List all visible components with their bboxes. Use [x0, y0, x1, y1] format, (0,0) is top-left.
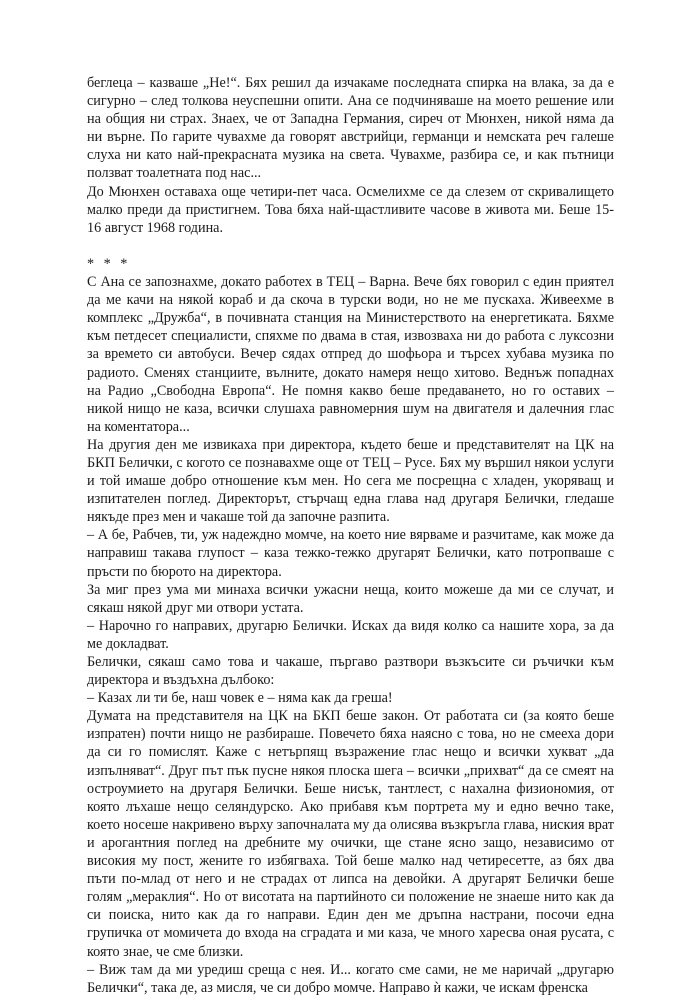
- paragraph-10: Думата на представителя на ЦК на БКП беше закон. От работата си (за която беше изпратен) почти нищо не разбираше. Повечето бяха наясно с това, но не смееха дори да си го помислят. Каже с нетърпящ възражение глас нещо и всички хукват „да изпълняват“. Друг път пък пусне някоя плоска шега – всички „прихват“ да се смеят на остроумието на другаря Белички. Беше нисък, тантлест, с нахална физиономия, от която лъхаше нещо селяндурско. Ако прибавя към портрета му и едно вечно таке, което носеше накривено върху започналата му да олисява възкръгла глава, ниския врат и арогантния поглед на дребните му очички, ще стане ясно защо, независимо от високия му пост, жените го избягваха. Той беше малко над четиресетте, аз бях два пъти по-млад от него и не страдах от липса на девойки. А другарят Белички беше голям „мераклия“. Но от висотата на партийното си положение не знаеше нито как да си поиска, нито как да го направи. Един ден ме дръпна настрани, посочи една групичка от момичета до входа на сградата и ми каза, че много харесва оная русата, с която знае, че сме близки.: [87, 708, 614, 960]
- paragraph-5: – А бе, Рабчев, ти, уж надеждно момче, на което ние вярваме и разчитаме, как може да направиш такава глупост – каза тежко-тежко другарят Белички, като потропваше с пръсти по бюрото на директора.: [87, 527, 614, 580]
- paragraph-2: До Мюнхен оставаха още четири-пет часа. Осмелихме се да слезем от скривалището малко преди да пристигнем. Това бяха най-щастливите часове в живота ми. Беше 15-16 август 1968 година.: [87, 183, 614, 236]
- paragraph-1: беглеца – казваше „Не!“. Бях решил да изчакаме последната спирка на влака, за да е сигурно – след толкова неуспешни опити. Ана се подчиняваше на моето решение или на общия ни страх. Знаех, че от Западна Германия, сиреч от Мюнхен, никой няма да ни върне. По гарите чувахме да говорят австрийци, германци и немската реч галеше слуха ни като най-прекрасната музика на света. Чувахме, разбира се, и как пътници ползват тоалетната под нас...: [87, 75, 614, 182]
- paragraph-9: – Казах ли ти бе, наш човек е – няма как да греша!: [87, 690, 393, 707]
- body-text: [87, 74, 614, 997]
- paragraph-11: – Виж там да ми уредиш среща с нея. И... когато сме сами, не ме наричай „другарю Белички“, така де, аз мисля, че си добро момче. Направо ѝ кажи, че искам френска: [87, 961, 614, 996]
- paragraph-8: Белички, сякаш само това и чакаше, пъргаво разтвори възкъсите си ръчички към директора и въздъхна дълбоко:: [87, 654, 614, 689]
- paragraph-7: – Нарочно го направих, другарю Белички. Исках да видя колко са нашите хора, за да ме докладват.: [87, 617, 614, 652]
- section-gap: [87, 237, 614, 255]
- section-separator: * * *: [87, 255, 131, 272]
- paragraph-6: За миг през ума ми минаха всички ужасни неща, които можеше да ми се случат, и сякаш някой друг ми отвори устата.: [87, 581, 614, 616]
- paragraph-3: С Ана се запознахме, докато работех в ТЕЦ – Варна. Вече бях говорил с един приятел да ме качи на някой кораб и да скоча в турски води, но не ме пускаха. Живеехме в комплекс „Дружба“, в почивната станция на Министерството на енергетиката. Бяхме към петдесет специалисти, спяхме по двама в стая, извозваха ни до работа с луксозни за времето си автобуси. Вечер сядах отпред до шофьора и търсех хубава музика по радиото. Сменях станциите, вълните, докато намеря нещо хитово. Веднъж попаднах на Радио „Свободна Европа“. Не помня какво беше предаването, но го оставих – никой нищо не каза, всички слушаха равномерния шум на двигателя и далечния глас на коментатора...: [87, 274, 614, 435]
- paragraph-4: На другия ден ме извикаха при директора, където беше и представителят на ЦК на БКП Белички, с когото се познавахме още от ТЕЦ – Русе. Бях му вършил някои услуги и той имаше добро отношение към мен. Но сега ме посрещна с хладен, укоряващ и изпитателен поглед. Директорът, стърчащ една глава над другаря Белички, гледаше някъде през мен и чакаше той да започне разпита.: [87, 436, 614, 526]
